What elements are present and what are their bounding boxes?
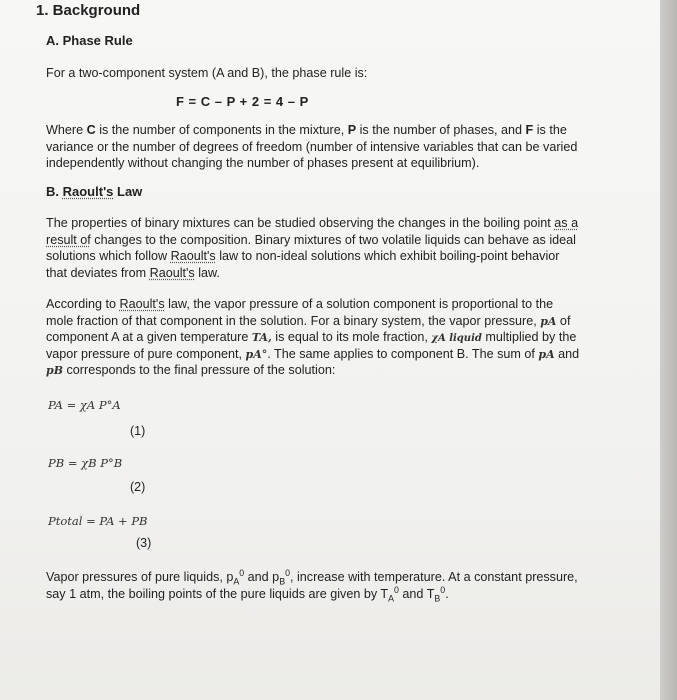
text-run: . (445, 586, 449, 601)
superscript: 0 (239, 568, 245, 578)
text-run: of (556, 313, 571, 328)
equation-3: Ptotal = PA + PB (48, 514, 148, 528)
superscript: 0 (285, 568, 290, 578)
symbol-pa: pA (540, 314, 557, 328)
text-run: The properties of binary mixtures can be studied observing the changes in the boiling point (46, 216, 555, 230)
text-run: that deviates from (46, 265, 150, 280)
symbol-c: C (86, 123, 96, 137)
text-run: vapor pressure of pure component, (46, 346, 246, 361)
text-run: Raoult's (170, 249, 216, 263)
superscript: 0 (440, 584, 446, 595)
text-run: , increase with temperature. At a constant pressure, (289, 570, 578, 585)
text-run: Where (46, 123, 87, 137)
text-run: corresponds to the final pressure of the solution: (63, 363, 336, 377)
text-run: and (554, 346, 580, 361)
subscript: B (434, 593, 441, 604)
equation-2: PB = χB P°B (48, 456, 123, 470)
text-run: B. (46, 184, 63, 199)
raoult-p2-line-4 (46, 346, 579, 364)
text-run: and T (398, 586, 435, 601)
section-title: 1. Background (36, 2, 141, 19)
subscript: B (279, 576, 286, 587)
superscript: 0 (394, 584, 399, 595)
text-run: is the number of phases, and (356, 123, 526, 137)
text-run: Raoult's (119, 297, 165, 311)
text-run: component A at a given temperature (46, 330, 252, 344)
text-run: is equal to its mole fraction, (271, 330, 432, 344)
symbol-pb: pB (46, 364, 63, 377)
raoult-p1-line-3 (46, 248, 559, 265)
phase-rule-definition-line-3: independently without changing the number of phases present at equilibrium). (46, 156, 480, 170)
text-run: and p (244, 570, 280, 585)
equation-1: PA = χA P°A (48, 398, 121, 412)
subscript: A (233, 576, 240, 587)
phase-rule-heading: A. Phase Rule (46, 33, 133, 48)
raoult-p2-line-5 (46, 362, 335, 380)
phase-rule-definition-line-2: variance or the number of degrees of freedom (number of intensive variables that can be varied (46, 139, 578, 154)
text-run: Vapor pressures of pure liquids, p (46, 570, 234, 585)
text-run: multiplied by the (481, 330, 577, 344)
raoult-p1-line-2 (46, 232, 576, 249)
equation-3-number: (3) (136, 536, 152, 550)
symbol-f: F (525, 123, 534, 137)
text-run: law. (194, 265, 220, 280)
text-run: law, the vapor pressure of a solution component is proportional to the (164, 297, 554, 311)
phase-rule-definition-line-1 (46, 122, 567, 139)
text-run: law to non-ideal solutions which exhibit boiling-point behavior (215, 249, 560, 263)
raoult-heading (46, 184, 142, 199)
text-run: result of (46, 232, 91, 247)
text-run: say 1 atm, the boiling points of the pure liquids are given by T (46, 586, 389, 601)
subscript: A (388, 593, 394, 604)
closing-line-2 (46, 582, 449, 607)
symbol-p: P (347, 123, 357, 137)
text-run: . The same applies to component B. The sum of (267, 346, 539, 361)
text-run: solutions which follow (46, 249, 171, 263)
symbol-pa: pA (538, 347, 555, 361)
raoult-p2-line-2 (46, 313, 570, 331)
symbol-ta: TA, (251, 331, 272, 344)
symbol-chi-a-liquid: χA liquid (431, 333, 482, 344)
phase-rule-equation: F = C – P + 2 = 4 – P (176, 94, 309, 109)
text-run: Raoult's (62, 184, 114, 199)
phase-rule-intro: For a two-component system (A and B), the phase rule is: (46, 66, 368, 80)
page-edge-shadow (660, 0, 677, 700)
raoult-p1-line-4 (46, 265, 220, 282)
text-run: Law (113, 184, 143, 199)
text-run: as a (554, 216, 579, 230)
equation-2-number: (2) (130, 480, 146, 494)
text-run: According to (46, 297, 120, 311)
text-run: is the (533, 123, 567, 137)
equation-1-number: (1) (130, 424, 146, 438)
symbol-pa0: pA° (245, 347, 268, 361)
text-run: Raoult's (149, 265, 195, 280)
raoult-p2-line-1 (46, 296, 553, 313)
raoult-p1-line-1 (46, 215, 578, 232)
text-run: is the number of components in the mixture, (95, 123, 348, 137)
text-run: changes to the composition. Binary mixtures of two volatile liquids can behave as ideal (90, 232, 576, 247)
text-run: mole fraction of that component in the solution. For a binary system, the vapor pressure, (46, 313, 541, 328)
